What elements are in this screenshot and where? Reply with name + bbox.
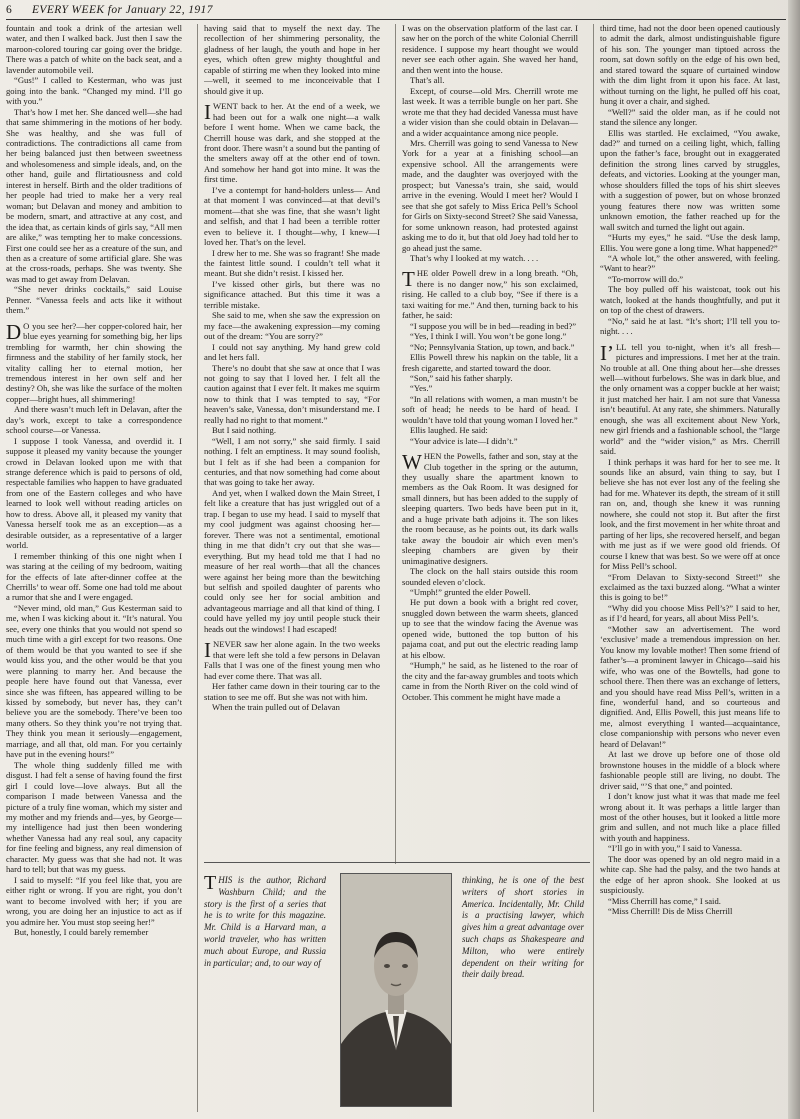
article-paragraph: WHEN the Powells, father and son, stay at the Club together in the spring or the autumn, they usually share the apartment known to members as the Oak Room. It was designed for small dinners, but has been added to the supply of sleeping quarters. Two beds have been put in it, and a huge private bath adjoins it. The son likes the room because, as he points out, its dark walls take away the boudoir air which even men’s sleeping chambers are given by their unimaginative designers. <box>402 450 578 566</box>
article-paragraph: The door was opened by an old negro maid in a white cap. She had the palsy, and the two hands at the edge of her apron shook. She looked at us suspiciously. <box>600 853 780 896</box>
article-paragraph: But, honestly, I could barely remember <box>14 926 149 937</box>
article-paragraph: “Yes.” <box>410 383 433 394</box>
text-column-3 <box>402 23 578 871</box>
article-paragraph: “No,” said he at last. “It’s short; I’ll tell you to-night. . . . <box>600 315 780 337</box>
article-paragraph: I could not say anything. My hand grew cold and let hers fall. <box>204 341 380 363</box>
article-paragraph: third time, had not the door been opened cautiously to admit the dark, almost undistinguishable figure of his son. The younger man tiptoed across the room, sat down softly on the edge of his own bed, and stared toward the square of curtained window with the dim light from it upon his face. At last, without turning on the light, he pulled off his coat, hung it over a chair, and sighed. <box>600 23 780 107</box>
article-paragraph: I think perhaps it was hard for her to see me. It sounds like an absurd, vain thing to say, but I believe she has not ever lost any of the feeling she had for me. Whatever its depth, the stream of it still ran on, and, though she knew it was running nowhere, she could not stop it. But after the first look, and the first movement in her white throat and parting of her lips, she recovered herself, and began with me just as if we were good old friends. Of course I knew that was best. So we were off at once for Miss Pell’s school. <box>600 456 780 572</box>
article-paragraph: “To-morrow will do.” <box>608 273 684 284</box>
article-paragraph: I was on the observation platform of the last car. I saw her on the porch of the white Colonial Cherrill residence. I suppose my heart thought we would never see each other again. She waved her hand, and then went into the house. <box>402 23 578 75</box>
page-edge-shadow <box>788 0 800 1119</box>
article-paragraph: THE older Powell drew in a long breath. “Oh, there is no danger now,” his son exclaimed, rising. He called to a club boy, “See if there is a taxi waiting for me.” And then, turning back to his father, he said: <box>402 267 578 321</box>
header-rule <box>6 19 786 20</box>
article-paragraph: “A whole lot,” the other answered, with feeling. “Want to hear?” <box>600 252 780 274</box>
article-paragraph: “Miss Cherrill! Dis de Miss Cherrill <box>608 906 733 917</box>
author-caption-right <box>462 875 584 981</box>
page-number: 6 <box>6 4 13 16</box>
article-paragraph: “Miss Cherrill has come,” I said. <box>608 895 721 906</box>
article-paragraph: When the train pulled out of Delavan <box>212 702 340 712</box>
article-paragraph: I remember thinking of this one night when I was staring at the ceiling of my bedroom, waiting for the effects of late after-dinner coffee at the Cherrills’ to wear off. Some one had told me about a rumor that she and I were engaged. <box>6 550 182 603</box>
page-header <box>6 4 786 20</box>
article-paragraph: DO you see her?—her copper-colored hair, her blue eyes yearning for something big, her lips trembling for warmth, her chin showing the firmness and the stability of her family stock, her vitality calling her to eternal motion, her tremendous interest in her own self and her destiny? Oh, she was like the surface of the molten copper—bright hues, all shimmering! <box>6 319 182 404</box>
article-paragraph: Mrs. Cherrill was going to send Vanessa to New York for a year at a finishing school—an expensive school. All the arrangements were made, and the daughter was overjoyed with the prospect; but Vanessa’s train, she said, would arrive in the evening. Would I meet her? Would I see that she got safely to Miss Erica Pell’s School for Girls on Sixty-second Street? She said Vanessa, for some unknown reason, had protested against asking me to do it, but that old Joey had told her to go ahead just the same. <box>402 137 578 253</box>
article-paragraph: “She never drinks cocktails,” said Louise Penner. “Vanessa feels and acts like it without them.” <box>6 284 182 316</box>
author-box <box>204 862 590 1109</box>
article-paragraph: Her father came down in their touring car to the station to see me off. But she was not with him. <box>204 681 380 702</box>
article-paragraph: The boy pulled off his waistcoat, took out his watch, looked at the hands thoughtfully, and put it on top of the chest of drawers. <box>600 284 780 316</box>
article-paragraph: I drew her to me. She was so fragrant! She made the faintest little sound. I couldn’t tell what it meant. But she didn’t resist. I kissed her. <box>204 247 380 279</box>
article-paragraph: I’ve a contempt for hand-holders unless— And at that moment I was convinced—at that devil’s moment—that she was fine, that she wasn’t light and selfish, and that I had been a terrible rotter even to believe it. I thought—why, I knew—I loved her. That’s on the level. <box>204 184 380 248</box>
article-paragraph: At last we drove up before one of those old brownstone houses in the middle of a block where fashionable people still are living, no doubt. The driver said, “’S that one,” and pointed. <box>600 749 780 791</box>
article-paragraph: “Humph,” he said, as he listened to the roar of the city and the far-away grumbles and toots which came in from the North River on the cold wind of October. This comment he might have made a <box>402 660 578 702</box>
article-paragraph: “Gus!” I called to Kesterman, who was just going into the bank. “Changed my mind. I’ll go with you.” <box>6 75 182 107</box>
article-paragraph: “Why did you choose Miss Pell’s?” I said to her, as if I’d heard, for years, all about Miss Pell’s. <box>600 602 780 624</box>
article-paragraph: And yet, when I walked down the Main Street, I felt like a creature that has just wriggled out of a trap. I began to use my head. I said to myself that my cool judgment was against choosing her—forever. There was not a sentimental, emotional thing in me that didn’t cry out that she was—everything. But my head told me that I had no measure of her real worth—that all the chances were against her being more than the bewitching but selfish and spoiled daughter of parents who could only see her for social ambition and advantageous marriage and all that kind of thing. I could have yelled my joy until people stuck their heads out the windows! I had escaped! <box>204 487 380 634</box>
article-paragraph: I said to myself: “If you feel like that, you are either right or wrong. If you are right, you don’t want to become involved with her; if you are wrong, you are doing her an injustice to act as if you admire her. You must stop seeing her!” <box>6 874 182 927</box>
article-paragraph: INEVER saw her alone again. In the two weeks that were left she told a few persons in Delavan Falls that I was one of the finest young men who had ever come there. That was all. <box>204 638 380 681</box>
column-divider <box>395 24 396 864</box>
article-paragraph: “Well, I am not sorry,” she said firmly. I said nothing. I felt an emptiness. It may sound foolish, but I felt as if she had been a companion for centuries, and that now something had come about that was going to take her away. <box>204 435 380 488</box>
article-paragraph: That’s why I looked at my watch. . . . <box>410 252 539 263</box>
article-paragraph: The whole thing suddenly filled me with disgust. I had felt a sense of having found the first girl I could love—love always. But all the comparison I made between Vanessa and the picture of a truly fine woman, which my sister and my mother and my friends and—yes, by George—my intelligence had just then been wondering whether Vanessa had any real soul, any capacity for fine feeling and bigness, any real dimension of character. My guess was that she had not. It was hard to tell; but that was my guess. <box>6 759 182 875</box>
article-paragraph: Ellis Powell threw his napkin on the table, lit a fresh cigarette, and started toward the door. <box>402 352 578 373</box>
article-paragraph: “From Delavan to Sixty-second Street!” she exclaimed as the taxi buzzed along. “What a winter this is going to be!” <box>600 571 780 603</box>
article-paragraph: “No; Pennsylvania Station, up town, and back.” <box>410 341 575 352</box>
article-paragraph: “Hurts my eyes,” he said. “Use the desk lamp, Ellis. You were gone a long time. What happened?” <box>600 232 780 253</box>
article-paragraph: Ellis was startled. He exclaimed, “You awake, dad?” and turned on a ceiling light, which, falling upon the father’s face, brought out in exaggerated definition the strong lines carved by struggles, defeats, and victories. Looking at the younger man, whose shoulders filled the tops of his shirt sleeves with a suggestion of power, but on whose bronzed young features there now was written some unknown emotion, the father reached up for the wall switch and turned the light out again. <box>600 127 780 232</box>
article-paragraph: That’s how I met her. She danced well—she had that same shimmering in the motions of her body. She was healthy, and she was full of contradictions. The contradictions all came from her being balanced just then between sweetness and wholesomeness and simple ideals, and, on the other hand, guile and flirtatiousness and cold interest in herself. Birth and the older traditions of her people had tried to make her a very real woman; but Delavan and money and ambition to be modern, smart, and attractive at any cost, and the idea that, as certain kinds of girls say, “All men are alike,” was tempting her to make concessions. First one could see her as a creature of the sun, and then as a creature of some artificial glare. She was at the cross-roads, perhaps. She was twenty. She was mad to get away from Delavan. <box>6 106 182 284</box>
article-paragraph: The clock on the hall stairs outside this room sounded eleven o’clock. <box>402 566 578 587</box>
article-paragraph: “Your advice is late—I didn’t.” <box>410 435 518 446</box>
text-column-1 <box>6 23 182 1115</box>
author-caption-left <box>204 872 326 969</box>
caption-text: THIS is the author, Richard Washburn Child; and the story is the first of a series that he is to write for this magazine. Mr. Child is a Harvard man, a world traveler, who has written much about Europe, and Russia in particular; and, to our way of <box>204 872 326 968</box>
article-paragraph: He put down a book with a bright red cover, snuggled down between the warm sheets, glanced up to see that the window facing the Avenue was opened wide, buttoned the top button of his pajama coat, and put out the electric reading lamp at his elbow. <box>402 597 578 660</box>
article-paragraph: “Son,” said his father sharply. <box>410 372 513 383</box>
article-paragraph: IWENT back to her. At the end of a week, we had been out for a walk one night—a walk before I went home. When we came back, the Cherrill house was dark, and she stopped at the front door. There wasn’t a sound but the panting of the smelters away off at the other end of town. And somehow her hand got into mine. It was the first time. <box>204 100 380 185</box>
article-paragraph: having said that to myself the next day. The recollection of her shimmering personality, the gladness of her laugh, the youth and hope in her eyes, which often grew mighty thoughtful and capable of stirring me when they looked into mine—well, it seemed to me inconceivable that I should give it up. <box>204 23 380 96</box>
publication-title: EVERY WEEK for January 22, 1917 <box>32 4 213 16</box>
article-paragraph: “Well?” said the older man, as if he could not stand the silence any longer. <box>600 106 780 128</box>
column-divider <box>197 24 198 1112</box>
article-paragraph: There’s no doubt that she saw at once that I was not going to say that I loved her. I felt all the caution against that I ever felt. It makes me squirm now to think that I was tempted to say, “For heaven’s sake, Vanessa, don’t misunderstand me. I really had no right to that moment.” <box>204 362 380 425</box>
article-paragraph: “I’ll go in with you,” I said to Vanessa. <box>608 843 742 854</box>
text-column-4 <box>600 23 780 1115</box>
article-paragraph: She said to me, when she saw the expression on my face—the awakening expression—my coming out of the dream: “You are sorry?” <box>204 310 380 342</box>
author-portrait <box>340 873 452 1107</box>
article-paragraph: “Never mind, old man,” Gus Kesterman said to me, when I was kicking about it. “It’s natural. You see, every one thinks that you would not spend so much time with a girl except for two reasons. One of them would be that you wanted to see if she would kiss you, and the other would be that you were planning to marry her. And because the people here have found out that Vanessa, ever since she was fifteen, has appeared willing to be kissed by somebody, but never has, they can’t believe you are the somebody. There’ve been too many others. So they think you’re not trying that. They think you mean it seriously—engagement, marriage, and all that, old man. For you certainly have put in the evening hours!” <box>6 602 182 760</box>
column-divider <box>593 24 594 1112</box>
article-paragraph: I suppose I took Vanessa, and overdid it. I suppose it pleased my vanity because the younger crowd in Delavan looked upon me with that strange deference which is paid to persons of old, respectable families who happen to have graduated from one of the Eastern colleges and who have learned to look well without reading articles on how to dress. Above all, it pleased my vanity that Vanessa herself took me as an exception—as a desirable outsider, as a representative of a larger world. <box>6 435 182 551</box>
article-paragraph: But I said nothing. <box>212 425 276 436</box>
article-paragraph: fountain and took a drink of the artesian well water, and then I walked back. Just then I saw the maroon-colored touring car going over the bridge. There was a patch of white on the back seat, and a lavender automobile veil. <box>6 23 182 75</box>
caption-text: thinking, he is one of the best writers of short stories in America. Incidentally, Mr. Child is a practising lawyer, which gives him a great advantage over such chaps as Shakespeare and Milton, who were entirely dependent on their writing for their daily bread. <box>462 875 584 980</box>
article-paragraph: I’LL tell you to-night, when it’s all fresh—pictures and impressions. I met her at the train. No trouble at all. One thing about her—she dresses well—without furbelows. She was in dark blue, and the only ornament was a copper buckle at her waist; it just matched her hair. I am not sure that Vanessa isn’t beautiful. At any rate, she shimmers. Naturally enough, she was all excitement about New York, new girl friends and a fashionable school, the “large world” and the “wider vision,” as Mrs. Cherrill said. <box>600 340 780 457</box>
article-paragraph: Except, of course—old Mrs. Cherrill wrote me last week. It was a terrible bungle on her part. She wrote me that they had decided Vanessa must have a wider vision than she could obtain in Delavan—and a wider acquaintance among nice people. <box>402 85 578 138</box>
article-paragraph: “Yes, I think I will. You won’t be gone long.” <box>410 331 567 342</box>
article-paragraph: I don’t know just what it was that made me feel wrong about it. It was perhaps a little larger than most of the other houses, but it looked a little more grim and sullen, and not much like a place filled with youth and happiness. <box>600 791 780 843</box>
text-column-2 <box>204 23 380 871</box>
article-paragraph: That’s all. <box>410 75 445 86</box>
article-paragraph: “Umph!” grunted the elder Powell. <box>410 587 531 598</box>
article-paragraph: “Mother saw an advertisement. The word ‘exclusive’ made a tremendous impression on her. You know my lovable mother! Then some friend of father’s—a prominent lawyer in Chicago—said his wife, who was one of the Bowtells, had gone to school there. Then there was an exchange of letters, and you should have read Miss Pell’s, written in a fine, wonderful hand, and so courteous and dignified. And, Ellis Powell, this just means life to me, almost everything I wanted—acquaintance, close companionship with persons who never even heard of Delavan!” <box>600 623 780 749</box>
article-paragraph: And there wasn’t much left in Delavan, after the day’s work, except to take a correspondence school course—or Vanessa. <box>6 404 182 436</box>
article-paragraph: I’ve kissed other girls, but there was no significance attached. But this time it was a terrible mistake. <box>204 278 380 310</box>
article-paragraph: “In all relations with women, a man mustn’t be soft of head; he needs to be hard of head. I wouldn’t have told that young woman I loved her.” <box>402 393 578 425</box>
article-paragraph: Ellis laughed. He said: <box>410 425 488 436</box>
portrait-illustration <box>341 874 451 1106</box>
article-paragraph: “I suppose you will be in bed—reading in bed?” <box>410 320 577 331</box>
